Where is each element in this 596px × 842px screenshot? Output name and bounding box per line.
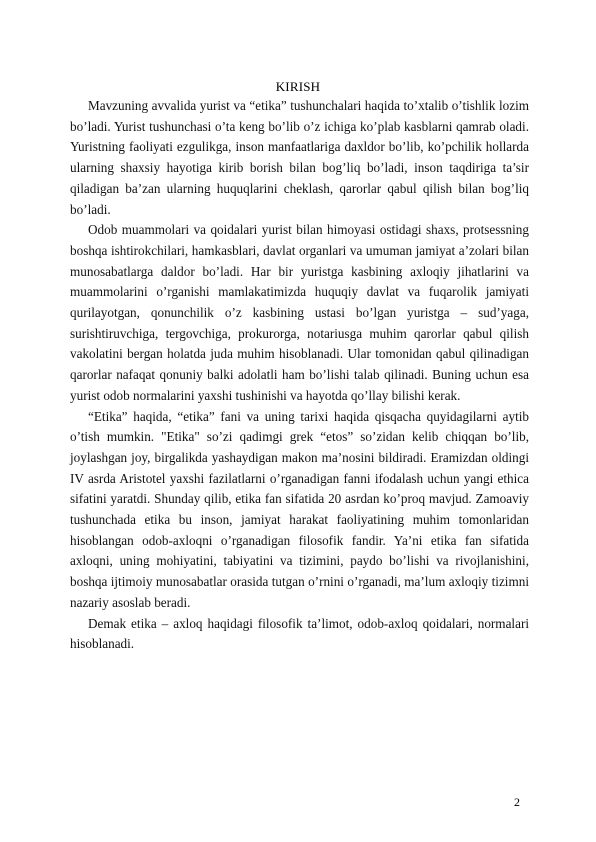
paragraph-4: Demak etika – axloq haqidagi filosofik ta’limot, odob-axloq qoidalari, normalari hisoblanadi. (70, 615, 529, 652)
paragraph-2: Odob muammolari va qoidalari yurist bilan himoyasi ostidagi shaxs, protsessning boshqa ishtirokchilari, hamkasblari, davlat organlari va umuman jamiyat a’zolari bilan munosabatlarga daldor bo’ladi. Har bir yuristga kasbining axloqiy jihatlarini va muammolarini o’rganishi mamlakatimizda huquqiy davlat va fuqarolik jamiyati qurilayotgan, qonunchilik o’z kasbining ustasi bo’lgan yuristga – sud’yaga, surishtiruvchiga, tergovchiga, prokurorga, notariusga muhim qarorlar qabul qilish vakolatini bergan holatda juda muhim hisoblanadi. Ular tomonidan qabul qilinadigan qarorlar nafaqat qonuniy balki adolatli ham bo’lishi talab qilinadi. Buning uchun esa yurist odob normalarini yaxshi tushinishi va hayotda qo’llay bilishi kerak. (70, 222, 529, 403)
body-text (70, 96, 529, 655)
page-number: 2 (514, 795, 520, 809)
page-title: KIRISH (275, 79, 321, 94)
paragraph-1: Mavzuning avvalida yurist va “etika” tushunchalari haqida to’xtalib o’tishlik lozim bo’ladi. Yurist tushunchasi o’ta keng bo’lib o’z ichiga ko’plab kasblarni qamrab oladi. Yuristning faoliyati ezgulikga, inson manfaatlariga daxldor bo’lib, ko’pchilik hollarda ularning shaxsiy hayotiga kirib borish bilan bog’liq bo’ladi, inson taqdiriga ta’sir qiladigan ba’zan ularning huquqlarini cheklash, qarorlar qabul qilish bilan bog’liq bo’ladi. (70, 98, 529, 217)
paragraph-3: “Etika” haqida, “etika” fani va uning tarixi haqida qisqacha quyidagilarni aytib o’tish mumkin. "Etika" so’zi qadimgi grek “etos” so’zidan kelib chiqqan bo’lib, joylashgan joy, birgalikda yashaydigan makon ma’nosini bildiradi. Eramizdan oldingi IV asrda Aristotel yaxshi fazilatlarni o’rganadigan fanni ifodalash uchun yangi ethica sifatini yaratdi. Shunday qilib, etika fan sifatida 20 asrdan ko’proq mavjud. Zamoaviy tushunchada etika bu inson, jamiyat harakat faoliyatining muhim tomonlaridan hisoblangan odob-axloqni o’rganadigan filosofik fandir. Ya’ni etika fan sifatida axloqni, uning mohiyatini, tabiyatini va tizimini, paydo bo’lishi va rivojlanishini, boshqa ijtimoiy munosabatlar orasida tutgan o’rnini o’rganadi, ma’lum axloqiy tizimni nazariy asoslab beradi. (70, 408, 529, 610)
